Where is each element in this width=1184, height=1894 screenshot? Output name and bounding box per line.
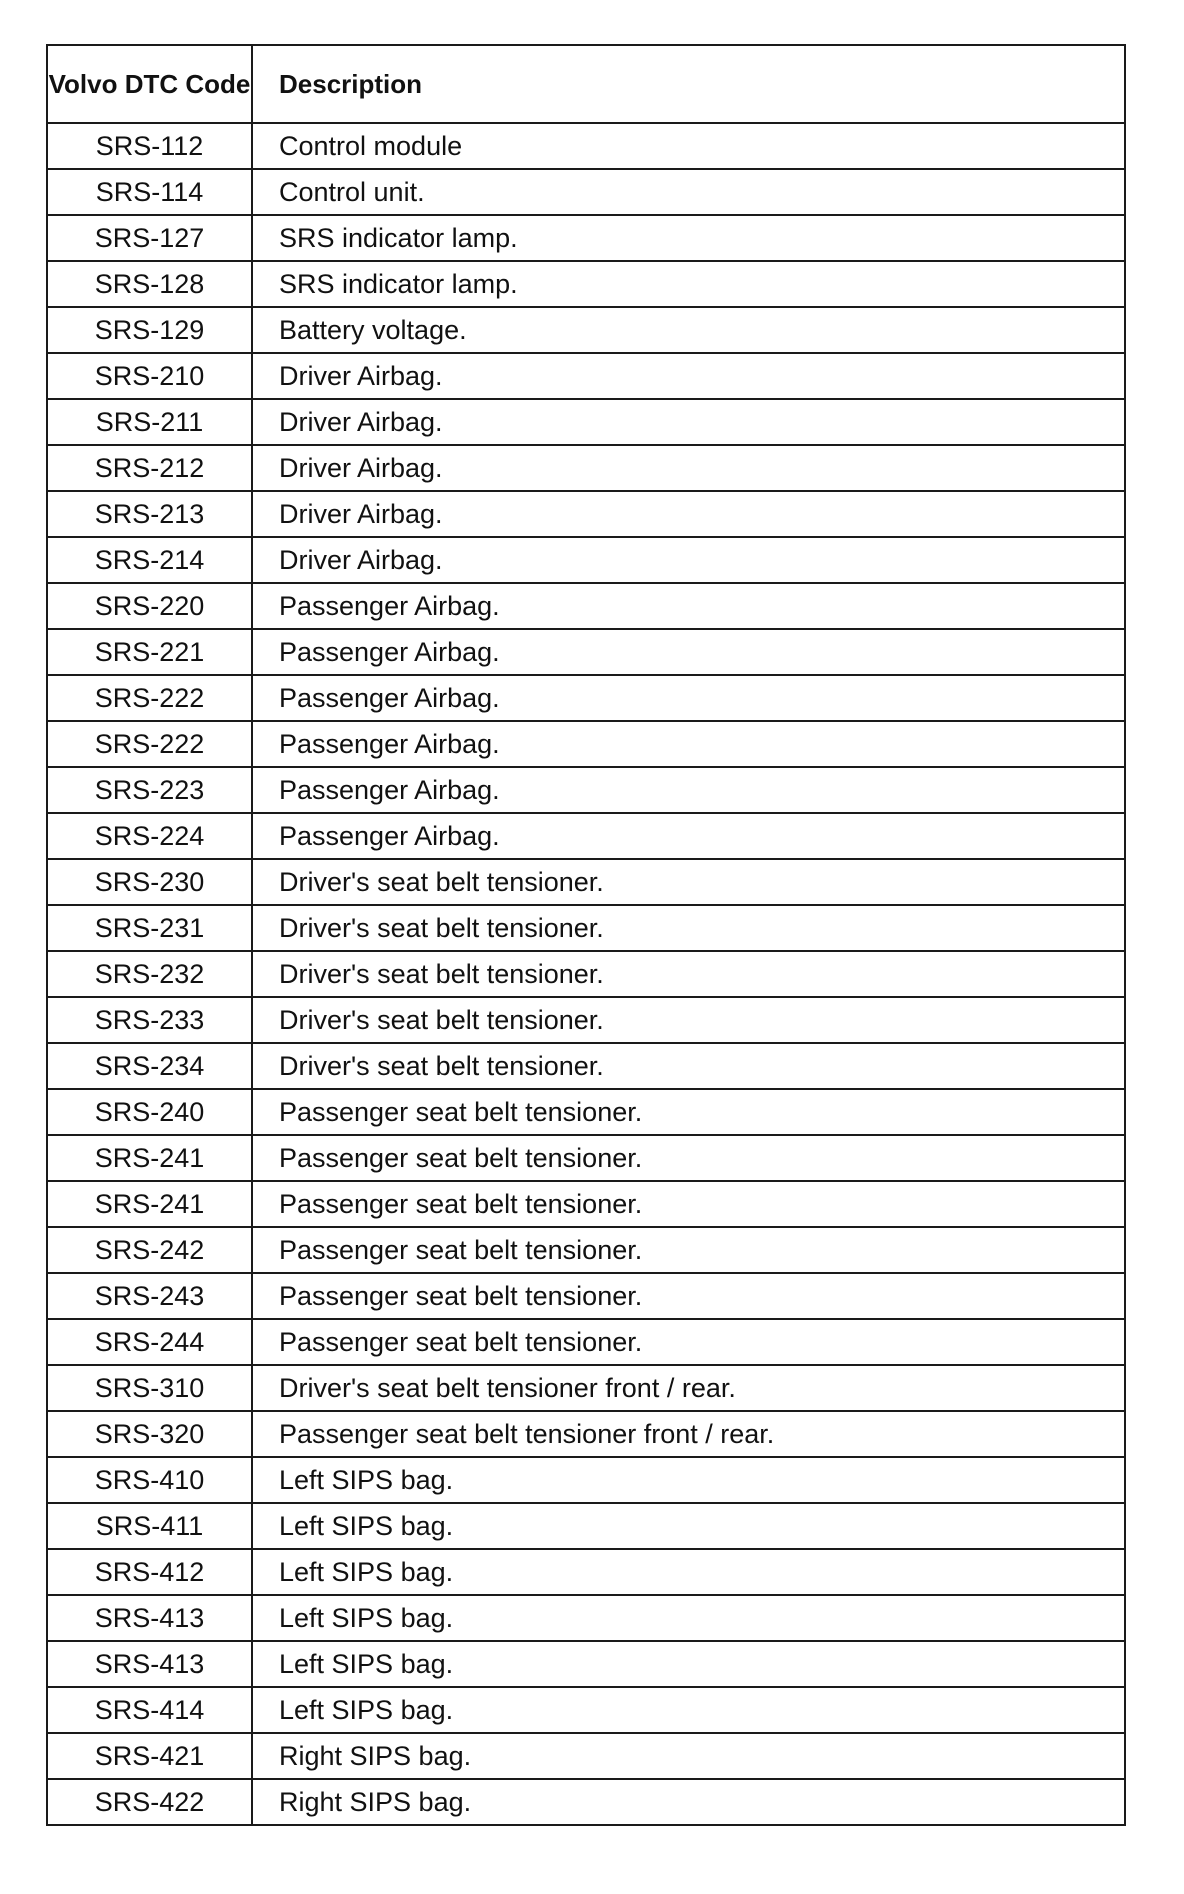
description-cell: Left SIPS bag.: [252, 1549, 1125, 1595]
dtc-code-cell: SRS-234: [47, 1043, 252, 1089]
table-row: [47, 629, 1125, 675]
table-row: [47, 1549, 1125, 1595]
dtc-code-table: [46, 44, 1126, 1826]
dtc-code-cell: SRS-244: [47, 1319, 252, 1365]
table-header: [47, 45, 1125, 123]
table-row: [47, 1181, 1125, 1227]
dtc-code-cell: SRS-242: [47, 1227, 252, 1273]
dtc-code-cell: SRS-129: [47, 307, 252, 353]
description-cell: Driver Airbag.: [252, 491, 1125, 537]
description-cell: Passenger Airbag.: [252, 675, 1125, 721]
table-row: [47, 767, 1125, 813]
dtc-code-cell: SRS-413: [47, 1641, 252, 1687]
table-row: [47, 1365, 1125, 1411]
dtc-code-cell: SRS-241: [47, 1181, 252, 1227]
header-row: [47, 45, 1125, 123]
table-row: [47, 1411, 1125, 1457]
description-cell: Control module: [252, 123, 1125, 169]
dtc-code-cell: SRS-240: [47, 1089, 252, 1135]
table-row: [47, 123, 1125, 169]
description-cell: Driver Airbag.: [252, 445, 1125, 491]
description-cell: Passenger seat belt tensioner.: [252, 1319, 1125, 1365]
table-row: [47, 1779, 1125, 1825]
description-cell: Left SIPS bag.: [252, 1457, 1125, 1503]
description-cell: Left SIPS bag.: [252, 1595, 1125, 1641]
table-row: [47, 1043, 1125, 1089]
description-cell: Passenger Airbag.: [252, 583, 1125, 629]
header-code: Volvo DTC Code: [47, 45, 252, 123]
table-row: [47, 491, 1125, 537]
dtc-code-cell: SRS-127: [47, 215, 252, 261]
description-cell: Passenger Airbag.: [252, 767, 1125, 813]
table-row: [47, 399, 1125, 445]
description-cell: Battery voltage.: [252, 307, 1125, 353]
table-row: [47, 1227, 1125, 1273]
table-row: [47, 353, 1125, 399]
table-row: [47, 1687, 1125, 1733]
dtc-code-cell: SRS-243: [47, 1273, 252, 1319]
dtc-code-cell: SRS-224: [47, 813, 252, 859]
description-cell: Left SIPS bag.: [252, 1641, 1125, 1687]
dtc-code-cell: SRS-231: [47, 905, 252, 951]
dtc-code-cell: SRS-241: [47, 1135, 252, 1181]
table-row: [47, 1273, 1125, 1319]
dtc-code-cell: SRS-422: [47, 1779, 252, 1825]
dtc-code-cell: SRS-222: [47, 721, 252, 767]
dtc-code-cell: SRS-232: [47, 951, 252, 997]
dtc-code-cell: SRS-128: [47, 261, 252, 307]
dtc-code-cell: SRS-213: [47, 491, 252, 537]
description-cell: SRS indicator lamp.: [252, 261, 1125, 307]
description-cell: Control unit.: [252, 169, 1125, 215]
dtc-code-cell: SRS-413: [47, 1595, 252, 1641]
table-row: [47, 1135, 1125, 1181]
description-cell: Right SIPS bag.: [252, 1733, 1125, 1779]
table-body: [47, 123, 1125, 1825]
description-cell: Passenger seat belt tensioner front / rear.: [252, 1411, 1125, 1457]
table-row: [47, 721, 1125, 767]
description-cell: Driver Airbag.: [252, 399, 1125, 445]
table-row: [47, 261, 1125, 307]
table-row: [47, 675, 1125, 721]
table-row: [47, 905, 1125, 951]
description-cell: Passenger seat belt tensioner.: [252, 1135, 1125, 1181]
table-row: [47, 1503, 1125, 1549]
description-cell: Passenger Airbag.: [252, 813, 1125, 859]
description-cell: Driver's seat belt tensioner.: [252, 859, 1125, 905]
table-row: [47, 169, 1125, 215]
dtc-code-cell: SRS-421: [47, 1733, 252, 1779]
dtc-code-cell: SRS-114: [47, 169, 252, 215]
dtc-code-cell: SRS-220: [47, 583, 252, 629]
table-row: [47, 307, 1125, 353]
description-cell: Driver's seat belt tensioner front / rear.: [252, 1365, 1125, 1411]
table-row: [47, 1089, 1125, 1135]
dtc-code-cell: SRS-112: [47, 123, 252, 169]
dtc-code-cell: SRS-414: [47, 1687, 252, 1733]
description-cell: Driver's seat belt tensioner.: [252, 997, 1125, 1043]
table-row: [47, 583, 1125, 629]
table-row: [47, 1457, 1125, 1503]
table-row: [47, 997, 1125, 1043]
dtc-code-cell: SRS-211: [47, 399, 252, 445]
table-row: [47, 537, 1125, 583]
description-cell: Driver's seat belt tensioner.: [252, 905, 1125, 951]
dtc-code-cell: SRS-221: [47, 629, 252, 675]
dtc-code-cell: SRS-214: [47, 537, 252, 583]
table-row: [47, 445, 1125, 491]
description-cell: Driver Airbag.: [252, 353, 1125, 399]
description-cell: SRS indicator lamp.: [252, 215, 1125, 261]
description-cell: Driver Airbag.: [252, 537, 1125, 583]
description-cell: Passenger seat belt tensioner.: [252, 1181, 1125, 1227]
table-row: [47, 1641, 1125, 1687]
dtc-code-cell: SRS-210: [47, 353, 252, 399]
dtc-code-cell: SRS-412: [47, 1549, 252, 1595]
document-page: [46, 44, 1124, 1826]
table-row: [47, 951, 1125, 997]
table-row: [47, 1733, 1125, 1779]
table-row: [47, 859, 1125, 905]
description-cell: Left SIPS bag.: [252, 1503, 1125, 1549]
dtc-code-cell: SRS-222: [47, 675, 252, 721]
dtc-code-cell: SRS-230: [47, 859, 252, 905]
description-cell: Passenger seat belt tensioner.: [252, 1227, 1125, 1273]
dtc-code-cell: SRS-410: [47, 1457, 252, 1503]
dtc-code-cell: SRS-411: [47, 1503, 252, 1549]
dtc-code-cell: SRS-320: [47, 1411, 252, 1457]
header-description: Description: [252, 45, 1125, 123]
table-row: [47, 215, 1125, 261]
description-cell: Driver's seat belt tensioner.: [252, 951, 1125, 997]
table-row: [47, 1319, 1125, 1365]
description-cell: Right SIPS bag.: [252, 1779, 1125, 1825]
dtc-code-cell: SRS-310: [47, 1365, 252, 1411]
description-cell: Passenger seat belt tensioner.: [252, 1089, 1125, 1135]
dtc-code-cell: SRS-212: [47, 445, 252, 491]
description-cell: Left SIPS bag.: [252, 1687, 1125, 1733]
dtc-code-cell: SRS-223: [47, 767, 252, 813]
description-cell: Passenger Airbag.: [252, 721, 1125, 767]
description-cell: Driver's seat belt tensioner.: [252, 1043, 1125, 1089]
table-row: [47, 813, 1125, 859]
table-row: [47, 1595, 1125, 1641]
dtc-code-cell: SRS-233: [47, 997, 252, 1043]
description-cell: Passenger seat belt tensioner.: [252, 1273, 1125, 1319]
description-cell: Passenger Airbag.: [252, 629, 1125, 675]
